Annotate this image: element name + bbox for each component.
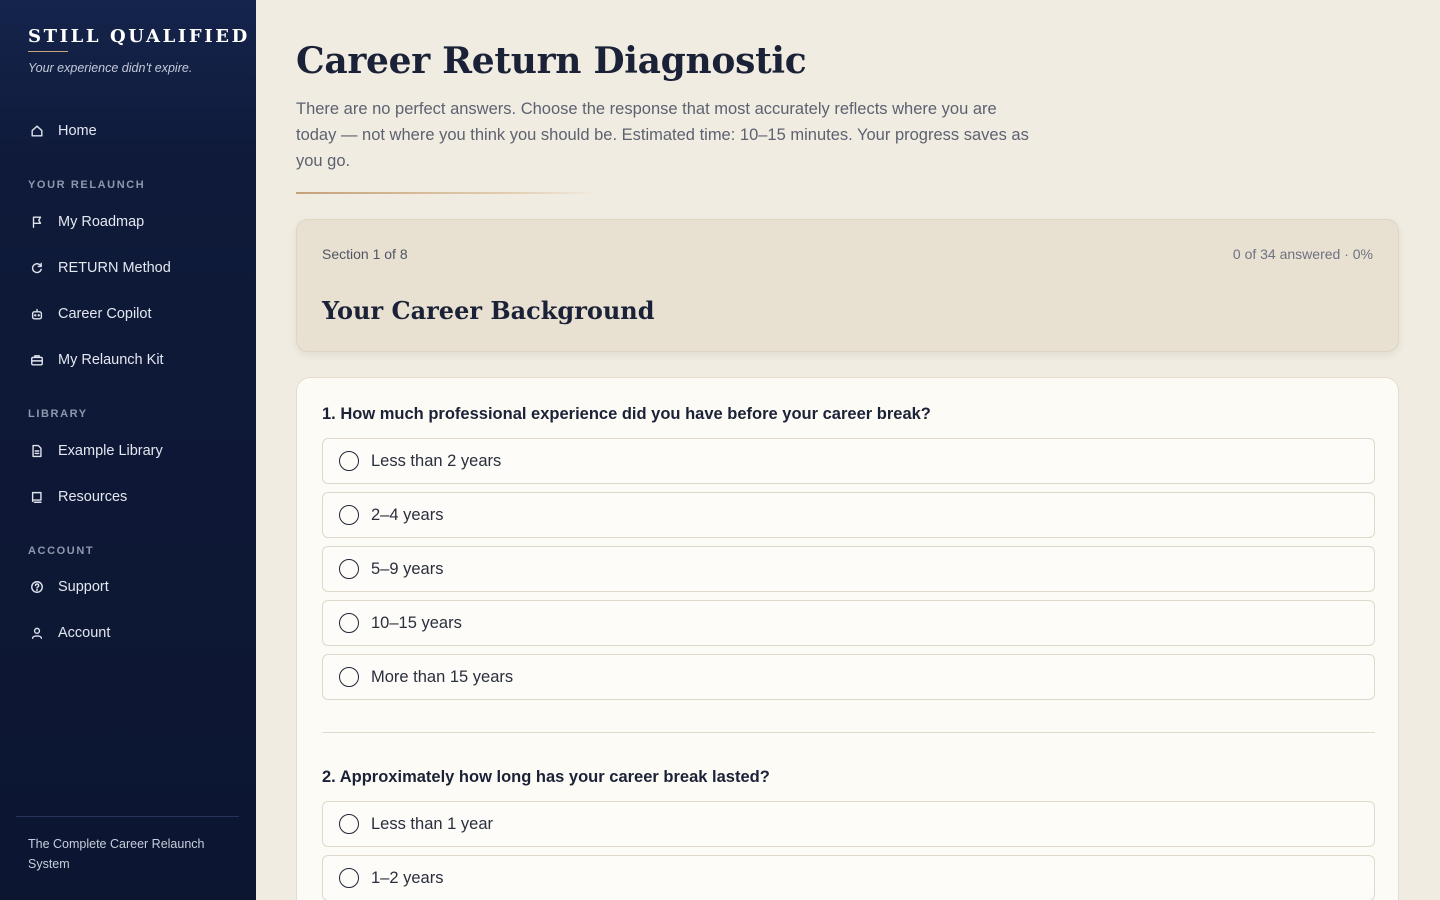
sidebar-item-return-method[interactable] [16,249,240,287]
answer-option[interactable] [322,855,1375,900]
page-intro: There are no perfect answers. Choose the response that most accurately reflects where you are today — not where you think you should be. Estimated time: 10–15 minutes. Your progress saves as you go. [296,100,1029,170]
sidebar-item-label: Home [58,123,97,139]
question-text: 1. How much professional experience did you have before your career break? [322,405,931,423]
robot-icon [28,305,46,323]
sidebar-item-home[interactable] [16,112,240,150]
sidebar-footer-text: The Complete Career Relaunch System [28,837,205,871]
section-heading-library: LIBRARY [28,408,88,420]
radio-button[interactable] [339,451,359,471]
brand-title[interactable]: STILL QUALIFIED [28,26,250,47]
user-icon [28,624,46,642]
questions-card [296,377,1399,900]
sidebar-item-label: Career Copilot [58,306,152,322]
option-label: 2–4 years [371,505,444,524]
sidebar [0,0,256,900]
brand-divider [28,51,68,52]
brand-tagline: Your experience didn't expire. [28,61,193,75]
page-title: Career Return Diagnostic [296,40,807,82]
option-label: 5–9 years [371,559,444,578]
section-heading-relaunch: YOUR RELAUNCH [28,179,146,191]
sidebar-item-my-relaunch-kit[interactable] [16,341,240,379]
answer-option[interactable] [322,801,1375,847]
progress-status: 0 of 34 answered · 0% [1232,246,1373,262]
main-content [256,0,1440,900]
sidebar-item-career-copilot[interactable] [16,295,240,333]
option-label: Less than 1 year [371,814,493,833]
option-label: 10–15 years [371,613,462,632]
answer-option[interactable] [322,600,1375,646]
sidebar-item-label: Support [58,579,109,595]
flag-icon [28,213,46,231]
briefcase-icon [28,351,46,369]
option-label: Less than 2 years [371,451,502,470]
answer-option[interactable] [322,438,1375,484]
question-text: 2. Approximately how long has your career break lasted? [322,768,770,786]
section-heading-account: ACCOUNT [28,545,95,557]
answer-option[interactable] [322,492,1375,538]
radio-button[interactable] [339,613,359,633]
option-label: More than 15 years [371,667,514,686]
sidebar-item-account[interactable] [16,614,240,652]
document-icon [28,442,46,460]
question-divider [322,732,1375,733]
sidebar-item-label: My Roadmap [58,214,145,230]
sidebar-item-support[interactable] [16,568,240,606]
radio-button[interactable] [339,814,359,834]
home-icon [28,122,46,140]
book-icon [28,488,46,506]
section-header-card [296,219,1399,352]
sidebar-item-example-library[interactable] [16,432,240,470]
sidebar-item-label: Example Library [58,443,163,459]
intro-divider [296,192,600,194]
sidebar-item-label: Resources [58,489,128,505]
sidebar-item-label: My Relaunch Kit [58,352,164,368]
section-title: Your Career Background [322,296,655,325]
sidebar-item-label: Account [58,625,111,641]
sidebar-footer-divider [16,816,239,817]
radio-button[interactable] [339,667,359,687]
answer-option[interactable] [322,654,1375,700]
radio-button[interactable] [339,868,359,888]
refresh-icon [28,259,46,277]
brand [28,26,250,75]
answer-option[interactable] [322,546,1375,592]
radio-button[interactable] [339,559,359,579]
option-label: 1–2 years [371,868,444,887]
radio-button[interactable] [339,505,359,525]
sidebar-item-label: RETURN Method [58,260,171,276]
sidebar-item-resources[interactable] [16,478,240,516]
section-counter: Section 1 of 8 [322,246,408,262]
sidebar-item-my-roadmap[interactable] [16,203,240,241]
help-circle-icon [28,578,46,596]
